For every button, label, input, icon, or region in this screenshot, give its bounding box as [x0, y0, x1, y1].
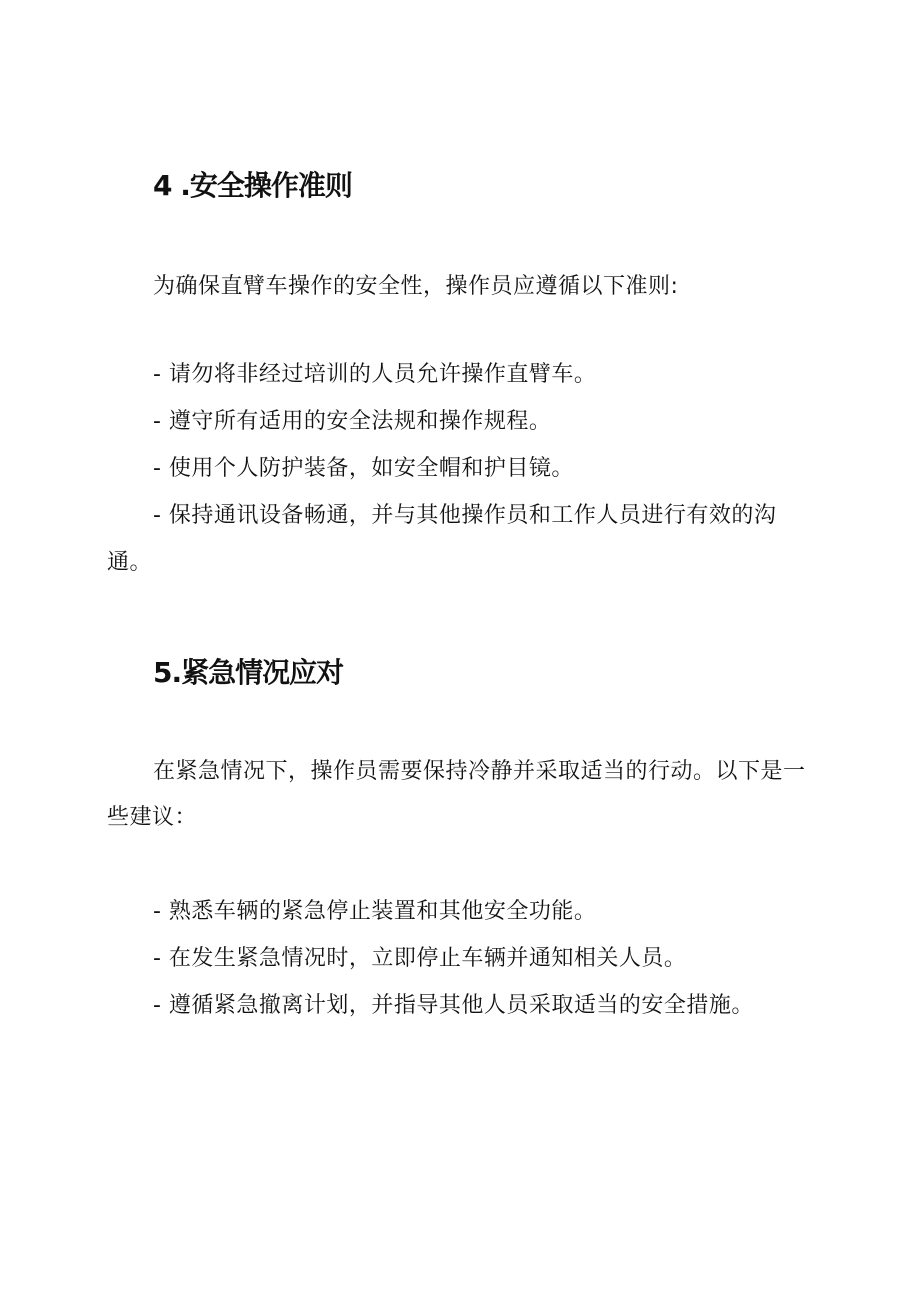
section-5-heading: 5.紧急情况应对: [153, 656, 344, 689]
list-item: - 遵守所有适用的安全法规和操作规程。: [153, 409, 552, 434]
section-5-list: [107, 888, 807, 1029]
section-4-heading: 4 .安全操作准则: [153, 169, 352, 202]
list-item: - 请勿将非经过培训的人员允许操作直臂车。: [153, 362, 597, 387]
list-item: - 熟悉车辆的紧急停止装置和其他安全功能。: [153, 899, 597, 924]
list-item: - 遵循紧急撤离计划，并指导其他人员采取适当的安全措施。: [153, 993, 754, 1018]
list-item: - 在发生紧急情况时，立即停止车辆并通知相关人员。: [153, 946, 687, 971]
section-5-intro: 在紧急情况下，操作员需要保持冷静并采取适当的行动。以下是一些建议：: [107, 759, 806, 830]
section-4-list: [107, 351, 807, 586]
list-item: - 保持通讯设备畅通，并与其他操作员和工作人员进行有效的沟通。: [107, 503, 777, 575]
list-item: - 使用个人防护装备，如安全帽和护目镜。: [153, 456, 574, 481]
section-4-intro: 为确保直臂车操作的安全性，操作员应遵循以下准则:: [153, 274, 679, 299]
